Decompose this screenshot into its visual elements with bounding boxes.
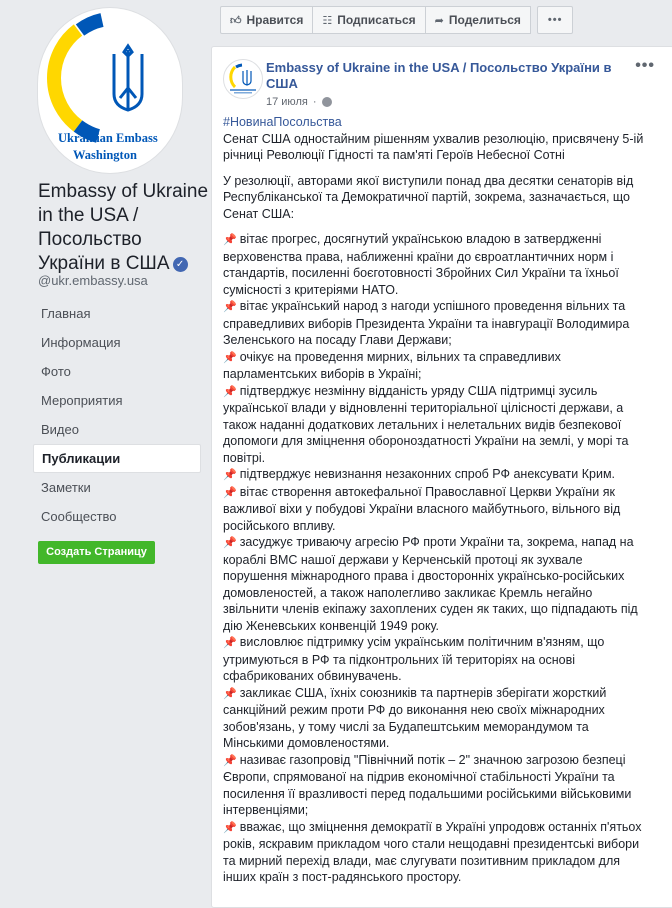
- like-label: Нравится: [246, 13, 304, 27]
- post-paragraph-2: У резолюції, авторами якої виступили понад два десятки сенаторів від Республіканської та Демократичної партій, зокрема, зазначається, що Сенат США:: [223, 173, 634, 221]
- nav-item-photos[interactable]: Фото: [41, 364, 71, 379]
- nav-item-posts[interactable]: Публикации: [33, 444, 201, 473]
- list-item: 📌 вітає прогрес, досягнутий українською владою в затвердженні верховенства права, наближенні країни до євроатлантичних норм і стандартів, посиленні боєготовності Збройних Сил України та їхньої сумісності з критеріями НАТО.: [223, 232, 619, 297]
- thumbs-up-icon: 👍︎: [230, 14, 242, 27]
- pushpin-icon: 📌: [223, 537, 237, 549]
- nav-item-events[interactable]: Мероприятия: [41, 393, 123, 408]
- left-sidebar: [0, 0, 210, 896]
- more-dots-icon: •••: [547, 14, 563, 26]
- pushpin-icon: 📌: [223, 754, 237, 767]
- share-arrow-icon: ➦: [434, 14, 444, 27]
- nav-item-community[interactable]: Сообщество: [41, 509, 117, 524]
- list-item: 📌 висловлює підтримку усім українським політичним в'язням, що утримуються в РФ та підконтрольних їй територіях на основі сфабрикованих обвинувачень.: [223, 635, 605, 683]
- post-card: [211, 46, 672, 908]
- page-nav: [33, 299, 201, 531]
- list-item: 📌 вважає, що зміцнення демократії в Україні упродовж останніх п'ятьох років, яскравим прикладом чого стали нещодавні президентські вибори та мирний перехід влади, має слугувати позитивним прикладом для інших країн з пост-радянського простору.: [223, 819, 642, 884]
- nav-item-home[interactable]: Главная: [41, 306, 91, 321]
- rss-icon: ☷: [322, 14, 333, 27]
- pushpin-icon: 📌: [223, 821, 237, 834]
- page-avatar[interactable]: [38, 8, 182, 173]
- post-body: [223, 114, 645, 886]
- globe-icon: [322, 97, 332, 107]
- pushpin-icon: 📌: [223, 351, 237, 364]
- share-button[interactable]: [426, 6, 531, 34]
- follow-button[interactable]: [313, 6, 425, 34]
- pushpin-icon: 📌: [223, 301, 237, 313]
- post-list: [223, 231, 645, 886]
- follow-label: Подписаться: [337, 13, 416, 27]
- pushpin-icon: 📌: [223, 385, 237, 398]
- pushpin-icon: 📌: [223, 234, 237, 246]
- nav-item-notes[interactable]: Заметки: [41, 480, 91, 495]
- post-hashtag[interactable]: #НовинаПосольства: [223, 115, 342, 129]
- post-options-button[interactable]: •••: [635, 57, 655, 74]
- list-item: 📌 вітає український народ з нагоди успішного проведення вільних та справедливих виборів Президента України та інавгурації Володимира Зеленського на посаду Глави Держави;: [223, 299, 630, 347]
- pushpin-icon: 📌: [223, 486, 237, 499]
- list-item: 📌 підтверджує незмінну відданість уряду США підтримці зусиль української влади у відновленні територіальної цілісності держави, а також наданні додаткових летальних і нелетальних видів безпекової допомоги для зміцнення обороноздатності України на землі, у морі та повітрі.: [223, 383, 629, 465]
- like-button[interactable]: [220, 6, 313, 34]
- avatar-text-line1: Ukrainian Embass: [58, 131, 158, 145]
- more-actions-button[interactable]: [537, 6, 574, 34]
- post-meta: 17 июля ·: [266, 96, 332, 108]
- nav-item-info[interactable]: Информация: [41, 335, 121, 350]
- pushpin-icon: 📌: [223, 469, 237, 481]
- share-label: Поделиться: [448, 13, 521, 27]
- page-name[interactable]: [38, 180, 208, 276]
- list-item: 📌 закликає США, їхніх союзників та партнерів зберігати жорсткий санкційний режим проти РФ до виконання нею своїх міжнародних зобов'язань, у тому числі за Будапештським меморандумом та Мінськими домовленостями.: [223, 685, 607, 750]
- list-item: 📌 називає газопровід "Північний потік – 2" значною загрозою безпеці Європи, спрямованої на підрив економічної стабільності України та посилення її вразливості перед подальшими російськими військовими інтервенціями;: [223, 752, 632, 817]
- pushpin-icon: 📌: [223, 687, 237, 700]
- list-item: 📌 очікує на проведення мирних, вільних та справедливих парламентських виборів в Україні;: [223, 349, 561, 381]
- post-date[interactable]: 17 июля: [266, 96, 308, 108]
- post-intro: Сенат США одностайним рішенням ухвалив резолюцію, присвячену 5-ій річниці Революції Гідності та пам'яті Героїв Небесної Сотні: [223, 131, 644, 162]
- page-action-bar: [220, 6, 563, 34]
- post-author-avatar[interactable]: [223, 59, 263, 99]
- post-author-name[interactable]: Embassy of Ukraine in the USA / Посольство України в США: [266, 60, 612, 91]
- embassy-logo-small-icon: [224, 60, 262, 98]
- page-name-text[interactable]: Embassy of Ukraine in the USA / Посольство України в США: [38, 181, 209, 274]
- page-handle[interactable]: @ukr.embassy.usa: [38, 273, 148, 288]
- list-item: 📌 засуджує триваючу агресію РФ проти України та, зокрема, напад на кораблі ВМС нашої держави у Керченській протоці як зухвале порушення міжнародного права і двосторонніх українсько-російських домовленостей, а також наполегливо закликає Кремль негайно звільнити членів екіпажу захоплених суден як таких, що підпадають під дію Женевських конвенцій 1949 року.: [223, 535, 638, 633]
- avatar-text-line2: Washington: [73, 148, 137, 162]
- pushpin-icon: 📌: [223, 637, 237, 649]
- list-item: 📌 підтверджує невизнання незаконних спроб РФ анексувати Крим.: [223, 467, 616, 481]
- nav-item-video[interactable]: Видео: [41, 422, 79, 437]
- list-item: 📌 вітає створення автокефальної Православної Церкви України як важливої віхи у побудові України власного майбутнього, вільного від російського впливу.: [223, 484, 621, 533]
- verified-badge-icon: ✓: [173, 257, 188, 272]
- create-page-button[interactable]: Создать Страницу: [38, 541, 155, 564]
